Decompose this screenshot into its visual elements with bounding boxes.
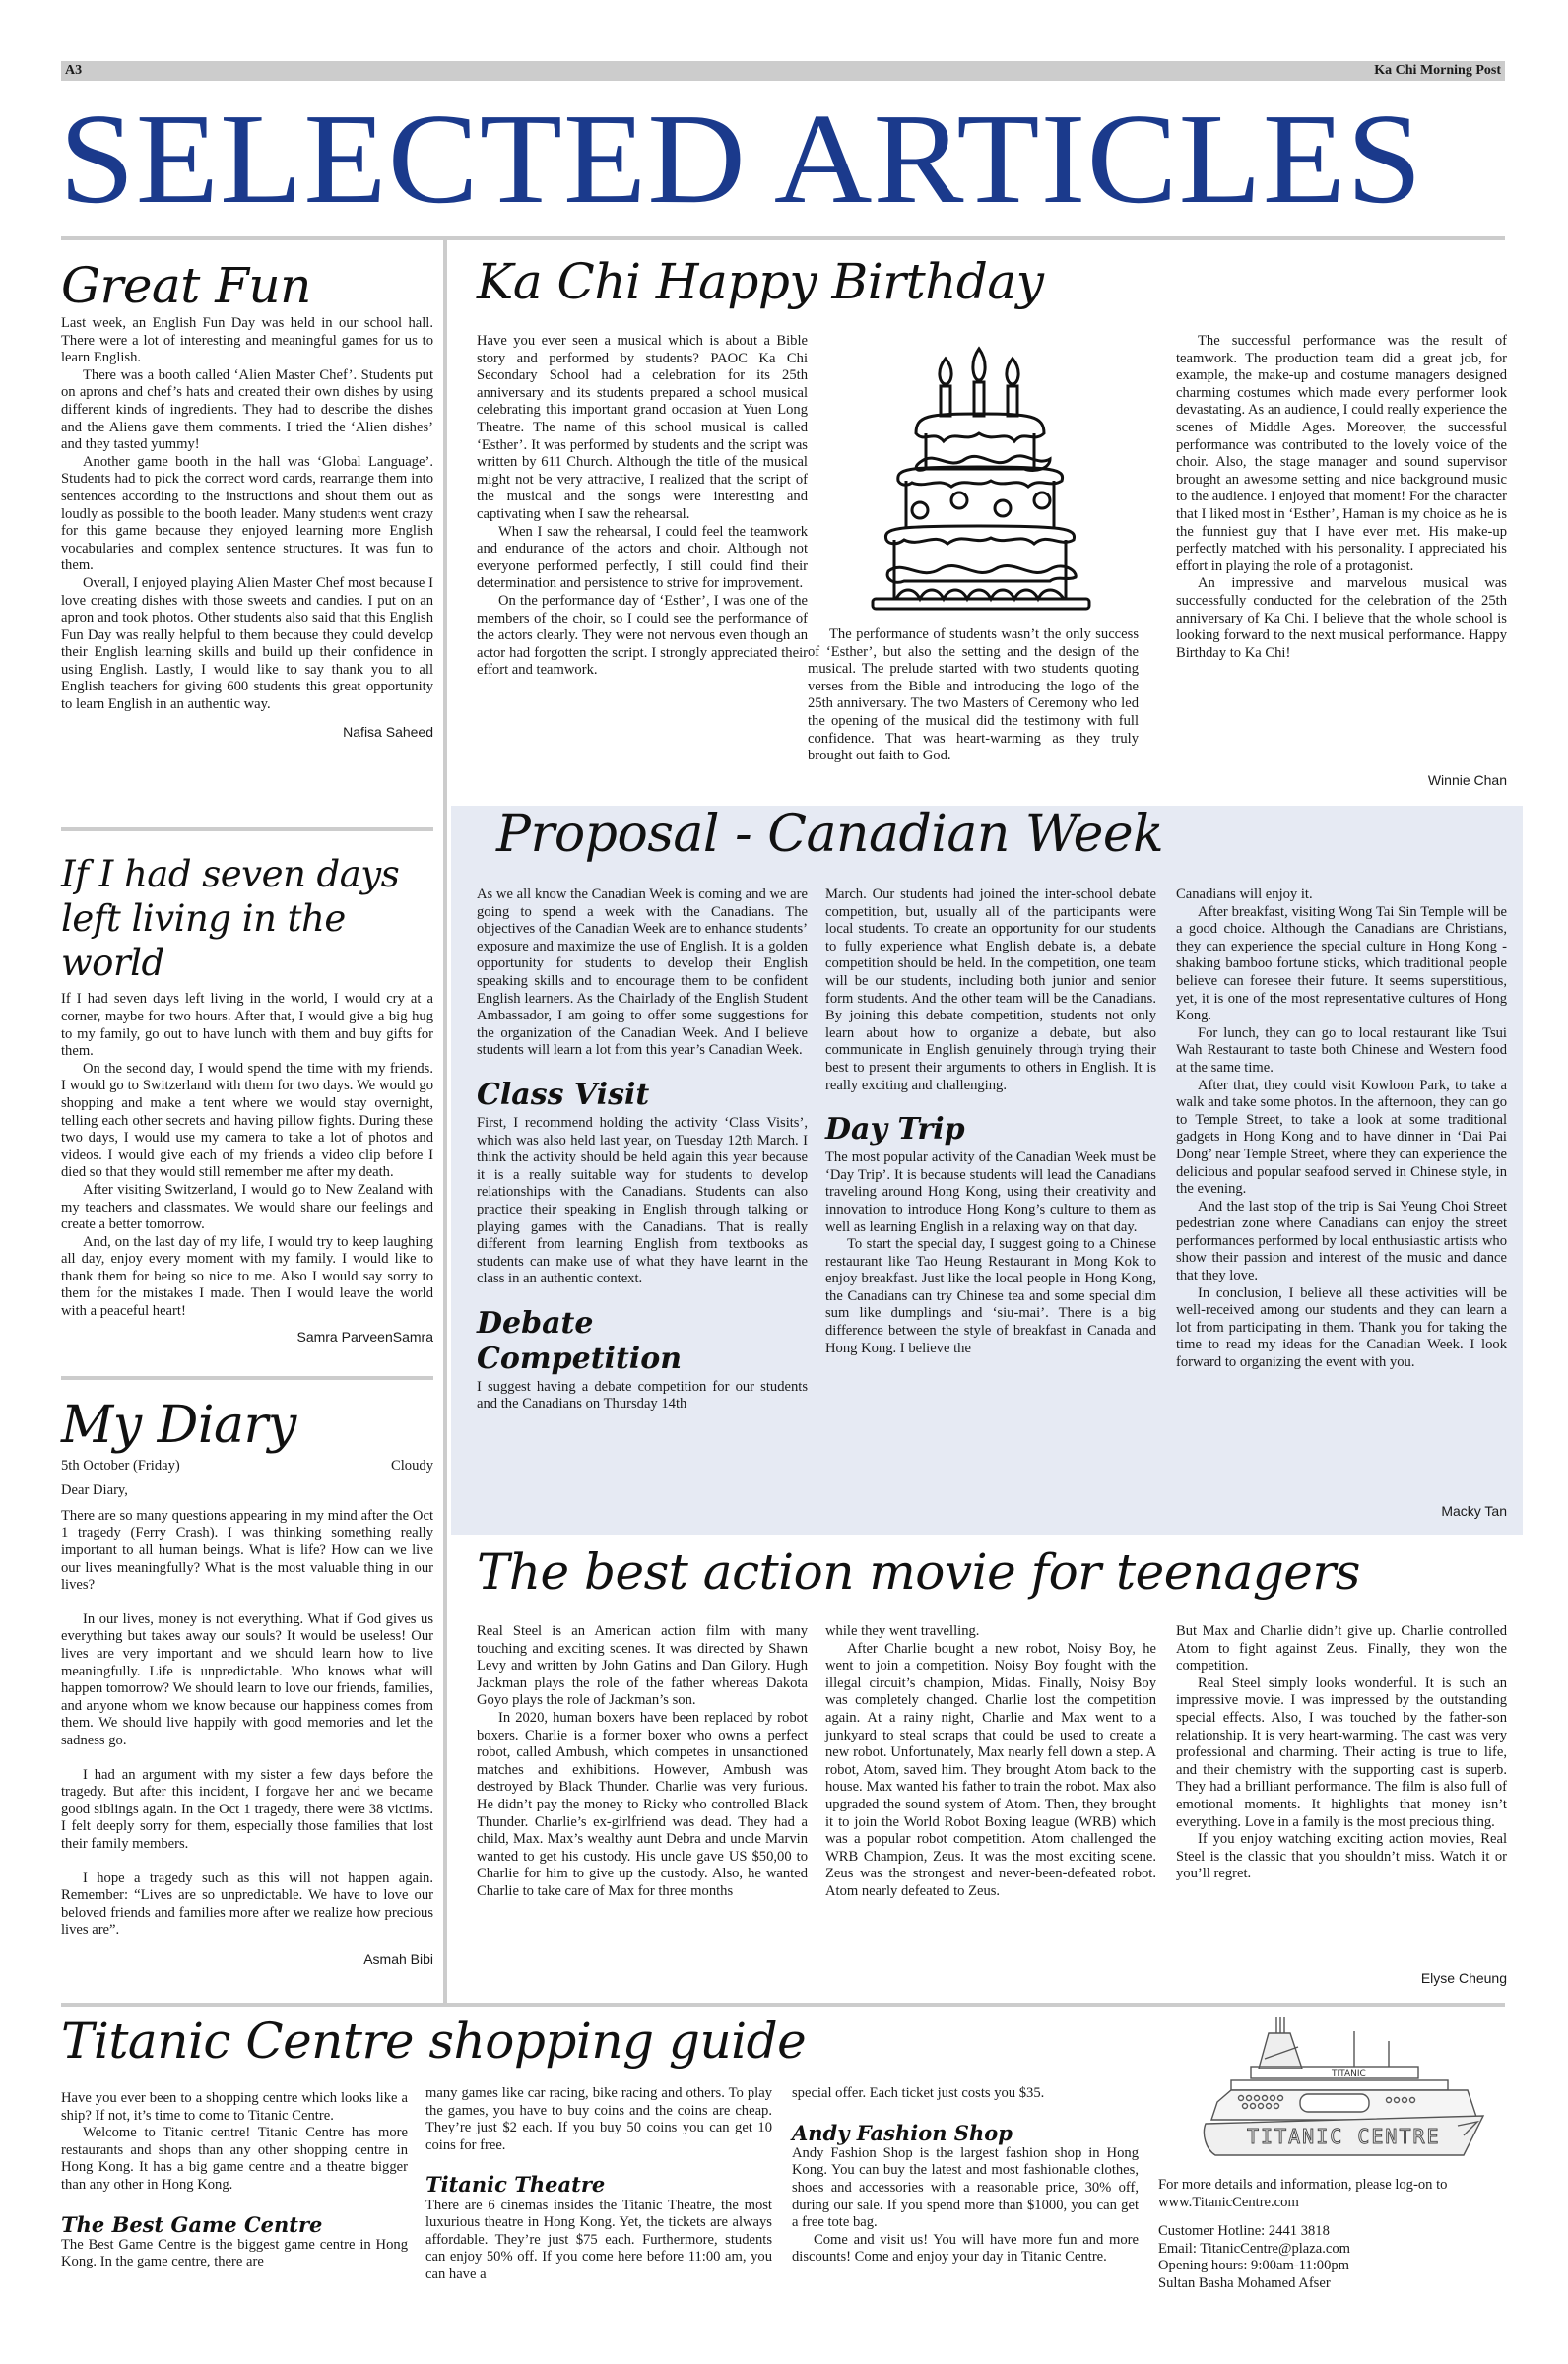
diary-greeting: Dear Diary, xyxy=(61,1482,128,1499)
divider xyxy=(451,2003,1505,2006)
paragraph: while they went travelling. xyxy=(825,1623,980,1639)
article-title: If I had seven days left living in the world xyxy=(61,853,400,985)
article-my-diary xyxy=(61,1397,433,1967)
titanic-ship-illustration xyxy=(1192,2011,1487,2159)
paragraph: I had an argument with my sister a few days before the tragedy. But after this incident, I forgave her and we became good siblings again. In the Oct 1 tragedy, there were 38 victims. I felt deeply sorry for them, especially those families that lost their family members. xyxy=(61,1766,433,1852)
diary-weather: Cloudy xyxy=(391,1458,433,1475)
paragraph: Another game booth in the hall was ‘Global Language’. Students had to pick the correct word cards, rearrange them into sentences according to the instructions and shout them out as loudly as possible to the booth leader. Many students went crazy for this game because they enjoyed learning more English vocabularies and complex sentence structures. It was fun to them. xyxy=(61,453,433,574)
author-byline: Samra ParveenSamra xyxy=(296,1328,433,1345)
movie-column-2 xyxy=(825,1623,1156,1901)
paragraph: In our lives, money is not everything. What if God gives us everything but takes away our souls? It would be useless! Our lives are very important and we should learn how to live meaningfully. Life is unpredictable. Who knows what will happen tomorrow? We should learn to love our friends, families, and anyone whom we know because our happiness comes from them. We should live happily with good memories and let the sadness go. xyxy=(61,1610,433,1748)
author-byline: Asmah Bibi xyxy=(363,1950,433,1967)
paragraph: Welcome to Titanic centre! Titanic Centre has more restaurants and shops than any other shopping centre in Hong Kong. It has a big game centre and a theatre bigger than any other in Hong Kong. xyxy=(61,2125,408,2193)
game-centre-text-part-2: many games like car racing, bike racing and others. To play the games, you have to buy coins and the coins are cheap. They’re just $2 each. If you buy 50 coins you can get 10 coins for free. xyxy=(425,2085,772,2153)
cake-icon xyxy=(857,335,1113,621)
birthday-column-2 xyxy=(808,626,1139,765)
day-trip-text xyxy=(825,1149,1156,1357)
paragraph: After visiting Switzerland, I would go to New Zealand with my teachers and classmates. We would share our feelings and create a better tomorrow. xyxy=(61,1181,433,1233)
author-byline: Elyse Cheung xyxy=(1420,1970,1507,1986)
paragraph: Real Steel is an American action film with many touching and exciting scenes. It was directed by Shawn Levy and written by John Gatins and Dan Gilory. Hugh Jackman plays the role of the father whereas Dakota Goyo plays the role of Jackman’s son. xyxy=(477,1623,808,1709)
paragraph: Overall, I enjoyed playing Alien Master Chef most because I love creating dishes with those sweets and candies. I put on an apron and took photos. Other students also said that this English Fun Day was really helpful to them because they could develop their English learning skills and build up their confidence in using English. Lastly, I would like to say thank you to all English teachers for giving 600 students this great opportunity to learn English in an authentic way. xyxy=(61,574,433,713)
newspaper-name: Ka Chi Morning Post xyxy=(1374,63,1501,78)
author-byline: Winnie Chan xyxy=(1427,772,1507,788)
more-info-text: For more details and information, please log-on to www.TitanicCentre.com xyxy=(1158,2177,1448,2210)
paragraph: The successful performance was the result of teamwork. The production team did a great job, for example, the make-up and costume managers designed charming costumes which made every performer look devastating. As an audience, I could really experience the scenes of Middle Ages. Moreover, the successful performance was contributed to the lovely voice of the choir. Also, the stage manager and sound supervisor brought an awesome setting and nice background music to the audience. I enjoyed that moment! For the character that I liked most in ‘Esther’, Haman is my choice as he is the funniest guy that I have ever met. His make-up perfectly matched with his personality. I appreciated his effort in playing the role of a protagonist. xyxy=(1176,333,1507,574)
titanic-column-2 xyxy=(425,2085,772,2284)
ship-icon xyxy=(1192,2011,1487,2159)
paragraph: For lunch, they can go to local restaurant like Tsui Wah Restaurant to taste both Chinese and Western food at the same time. xyxy=(1176,1024,1507,1076)
article-body xyxy=(61,315,433,714)
ship-label-text: TITANIC CENTRE xyxy=(1247,2125,1441,2148)
paragraph: And the last stop of the trip is Sai Yeung Choi Street pedestrian zone where Canadians can enjoy the street performances performed by local enthusiastic artists who show their passion and interest of the music and dance that they love. xyxy=(1176,1198,1507,1284)
proposal-column-1 xyxy=(477,886,808,1413)
article-body xyxy=(61,991,433,1320)
section-masthead: SELECTED ARTICLES xyxy=(59,87,1423,230)
paragraph: After breakfast, visiting Wong Tai Sin Temple will be a good choice. Although the Canadians are Christians, they can experience the special culture in Hong Kong - shaking bamboo fortune sticks, which traditional people believe can foresee their future. It seems superstitious, yet, it is one of the most representative cultures of Hong Kong. xyxy=(1176,903,1507,1024)
birthday-column-3 xyxy=(1176,333,1507,662)
page-number: A3 xyxy=(65,63,83,78)
author-byline: Sultan Basha Mohamed Afser xyxy=(1158,2274,1331,2291)
author-byline: Macky Tan xyxy=(1441,1503,1507,1519)
email-text: Email: TitanicCentre@plaza.com xyxy=(1158,2240,1351,2257)
paragraph: But Max and Charlie didn’t give up. Charlie controlled Atom to fight against Zeus. Finally, they won the competition. xyxy=(1176,1623,1507,1674)
paragraph: On the second day, I would spend the time with my friends. I would go to Switzerland with them for two days. We would go shopping and make a tent where we would stay overnight, telling each other secrets and having pillow fights. During these two days, I would use my camera to take a lot of photos and videos. I would give each of my friends a video clip before I died so that they would still remember me after my death. xyxy=(61,1060,433,1181)
proposal-column-2 xyxy=(825,886,1156,1357)
titanic-contact-info xyxy=(1158,2177,1505,2293)
page-header-bar xyxy=(61,61,1505,81)
paragraph: If you enjoy watching exciting action movies, Real Steel is the classic that you shouldn’t miss. Watch it or you’ll regret. xyxy=(1176,1831,1507,1882)
hotline-text: Customer Hotline: 2441 3818 xyxy=(1158,2223,1330,2240)
ship-name-text: TITANIC xyxy=(1332,2069,1366,2079)
article-title: Proposal - Canadian Week xyxy=(496,805,1164,864)
paragraph: Have you ever seen a musical which is about a Bible story and performed by students? PAOC Ka Chi Secondary School had a celebration for its 25th anniversary and its students prepared a school musical celebrating this important grand occasion at Yuen Long Theatre. The name of this school musical is called ‘Esther’. It was performed by students and the script was written by 611 Church. Although the title of the musical might not be very attractive, I realized that the script of the musical and the songs were interesting and captivating when I saw the rehearsal. xyxy=(477,333,808,522)
titanic-column-1 xyxy=(61,2090,408,2271)
paragraph: An impressive and marvelous musical was successfully conducted for the celebration of the 25th anniversary of Ka Chi. I believe that the whole school is looking forward to the next musical performance. Happy Birthday to Ka Chi! xyxy=(1176,575,1507,661)
author-byline: Nafisa Saheed xyxy=(343,723,433,740)
subheading-andy-fashion-shop: Andy Fashion Shop xyxy=(792,2120,1013,2145)
paragraph: Have you ever been to a shopping centre which looks like a ship? If not, it’s time to come to Titanic Centre. xyxy=(61,2090,408,2124)
paragraph: The performance of students wasn’t the only success of ‘Esther’, but also the setting and the design of the musical. The prelude started with two students quoting verses from the Bible and introducing the logo of the 25th anniversary. The two Masters of Ceremony who led the opening of the musical did the testimony with full confidence. That was heart-warming as they truly brought out faith to God. xyxy=(808,626,1139,764)
proposal-intro: As we all know the Canadian Week is coming and we are going to spend a week with the Canadians. The objectives of the Canadian Week are to enhance students’ exposure and maximize the use of English. It is a golden opportunity for students to develop their English speaking skills and to encourage them to be confident English learners. As the Chairlady of the English Student Ambassador, I am going to offer some suggestions for the organization of the Canadian Week. And I believe students will learn a lot from this year’s Canadian Week. xyxy=(477,886,808,1059)
paragraph: After that, they could visit Kowloon Park, to take a walk and take some photos. In the afternoon, they can go to Temple Street, to take a look at some traditional gadgets in Hong Kong and to have dinner in ‘Dai Pai Dong’ near Temple Street, where they can experience the delicious and popular seafood served in Chinese style, in the evening. xyxy=(1176,1077,1507,1198)
theatre-text-part-2: special offer. Each ticket just costs you $35. xyxy=(792,2085,1045,2101)
column-divider xyxy=(443,236,447,2007)
paragraph: The most popular activity of the Canadian Week must be ‘Day Trip’. It is because students will lead the Canadians traveling around Hong Kong, using their creativity and innovation to introduce Hong Kong’s culture to them as well as learning English in a relaxing way on that day. xyxy=(825,1149,1156,1235)
subheading-class-visit: Class Visit xyxy=(477,1077,650,1112)
paragraph: Come and visit us! You will have more fun and more discounts! Come and enjoy your day in Titanic Centre. xyxy=(792,2231,1139,2266)
paragraph: Andy Fashion Shop is the largest fashion shop in Hong Kong. You can buy the latest and most fashionable clothes, shoes and accessories with a reasonable price, 30% off, during our sale. If you spend more than $1000, you can get a free tote bag. xyxy=(792,2144,1139,2231)
diary-meta xyxy=(61,1458,433,1475)
article-title: My Diary xyxy=(61,1396,296,1455)
movie-column-3 xyxy=(1176,1623,1507,1883)
paragraph: To start the special day, I suggest going to a Chinese restaurant like Tao Heung Restaurant in Mong Kok to enjoy breakfast. Just like the local people in Hong Kong, the Canadians can try Chinese tea and some special dim sum like dumplings and ‘siu-mai’. There is a big difference between the style of breakfast in Canada and Hong Kong. I believe the xyxy=(825,1236,1156,1356)
article-great-fun xyxy=(61,258,433,740)
article-title: Titanic Centre shopping guide xyxy=(61,2012,807,2069)
movie-column-1 xyxy=(477,1623,808,1901)
paragraph: In conclusion, I believe all these activities will be well-received among our students and they can learn a lot from participating in them. Thank you for taking the time to read my ideas for the Canadian Week. I look forward to organizing the event with you. xyxy=(1176,1284,1507,1371)
class-visit-text: First, I recommend holding the activity ‘Class Visits’, which was also held last year, on Tuesday 12th March. I think the activity should be held again this year because it is a really suitable way for students to develop relationships with the Canadians. Students can also practice their speaking in English through talking or playing games with the Canadians. That is really different from learning English from textbooks as students can make use of what they have learnt in the class in an authentic context. xyxy=(477,1114,808,1287)
paragraph: There are so many questions appearing in my mind after the Oct 1 tragedy (Ferry Crash). I was thinking something really important to all human beings. What is life? How can we live our lives meaningfully? What is the most valuable thing in our lives? xyxy=(61,1507,433,1594)
divider xyxy=(61,236,1505,240)
birthday-column-1 xyxy=(477,333,808,680)
paragraph: On the performance day of ‘Esther’, I was one of the members of the choir, so I could see the performance of the actors clearly. They were not nervous even though an actor had forgotten the script. I strongly appreciated their effort and teamwork. xyxy=(477,592,808,679)
paragraph: Canadians will enjoy it. xyxy=(1176,886,1313,902)
subheading-debate-competition: Debate Competition xyxy=(477,1305,683,1376)
paragraph: Last week, an English Fun Day was held in our school hall. There were a lot of interesting and meaningful games for us to learn English. xyxy=(61,315,433,366)
paragraph: If I had seven days left living in the world, I would cry at a corner, maybe for two hours. After that, I would give a big hug to my family, go out to have lunch with them and buy gifts for them. xyxy=(61,991,433,1060)
debate-text-part-1: I suggest having a debate competition for our students and the Canadians on Thursday 14th xyxy=(477,1378,808,1412)
titanic-intro xyxy=(61,2090,408,2195)
paragraph: When I saw the rehearsal, I could feel the teamwork and endurance of the actors and choir. Although not everyone performed perfectly, I still could find their determination and persistence to strive for improvement. xyxy=(477,523,808,592)
divider xyxy=(61,1376,433,1380)
paragraph: I hope a tragedy such as this will not happen again. Remember: “Lives are so unpredictable. We have to love our beloved friends and families more after we realize how precious lives are”. xyxy=(61,1870,433,1938)
subheading-day-trip: Day Trip xyxy=(825,1112,965,1148)
paragraph: After Charlie bought a new robot, Noisy Boy, he went to join a competition. Noisy Boy fought with the illegal circuit’s champion, Midas. Finally, Noisy Boy was completely changed. Charlie lost the competition again. At a rainy night, Charlie and Max went to a junkyard to steal scraps that could be used to create a new robot. Unfortunately, Max nearly fell down a step. A robot, Atom, saved him. They brought Atom back to the house. Max wanted his father to train the robot. Max also upgraded the sound system of Atom. Then, they brought it to join the World Robot Boxing league (WRB) which was a popular robot competition. Atom challenged the WRB Champion, Zeus. It was the most exciting scene. Zeus was the strongest and never-been-defeated robot. Atom nearly defeated to Zeus. xyxy=(825,1640,1156,1899)
theatre-text-part-1: There are 6 cinemas insides the Titanic Theatre, the most luxurious theatre in Hong Kong. Yet, the tickets are always affordable. They’re just $75 each. Furthermore, students can enjoy 50% off. If you come here before 11:00 am, you can have a xyxy=(425,2197,772,2282)
titanic-column-3 xyxy=(792,2085,1139,2266)
proposal-column-3 xyxy=(1176,886,1507,1372)
debate-text-part-2: March. Our students had joined the inter-school debate competition, but, usually all of the participants were local students. To create an opportunity for our students to fully experience what English debate is, a debate competition should be held. In the competition, one team will be our students, including both junior and senior form students. And the other team will be the Canadians. By joining this debate competition, students not only learn about how to organize a debate, but also communicate in English genuinely through trying their best to present their arguments to others in English. It is really exciting and challenging. xyxy=(825,886,1156,1093)
subheading-titanic-theatre: Titanic Theatre xyxy=(425,2172,606,2198)
paragraph: There was a booth called ‘Alien Master Chef’. Students put on aprons and chef’s hats and created their own dishes by using different kinds of ingredients. They had to describe the dishes and the Aliens gave them comments. I tried the ‘Alien dishes’ and they tasted yummy! xyxy=(61,366,433,453)
diary-date: 5th October (Friday) xyxy=(61,1458,180,1475)
birthday-cake-illustration xyxy=(857,335,1113,621)
paragraph: Real Steel simply looks wonderful. It is such an impressive movie. I was impressed by the outstanding special effects. Also, I was touched by the father-son relationship. It is very heart-warming. The cast was very professional and charming. Their acting is true to life, and their chemistry with the supporting cast is superb. They had a brilliant performance. The film is also full of emotional moments. It highlights that money isn’t everything. Love in a family is the most precious thing. xyxy=(1176,1674,1507,1830)
article-title: The best action movie for teenagers xyxy=(477,1543,1360,1601)
paragraph: And, on the last day of my life, I would try to keep laughing all day, enjoy every moment with my family. I would like to thank them for being so nice to me. Also I would say sorry to them for the mistakes I made. Then I would leave the world with a peaceful heart! xyxy=(61,1233,433,1320)
article-title: Great Fun xyxy=(61,257,311,314)
article-seven-days xyxy=(61,852,433,1345)
paragraph: In 2020, human boxers have been replaced by robot boxers. Charlie is a former boxer who owns a perfect robot, called Ambush, which competes in unsanctioned matches and exhibitions. However, Ambush was destroyed by Black Thunder. Charlie was very furious. He didn’t pay the money to Ricky who controlled Black Thunder. Charlie’s ex-girlfriend was dead. They had a child, Max. Max’s wealthy aunt Debra and uncle Marvin wanted to get his custody. His uncle gave US $50,00 to Charlie for him to give up the custody. Also, he wanted Charlie to take care of Max for three months xyxy=(477,1709,808,1899)
article-title: Ka Chi Happy Birthday xyxy=(477,253,1044,310)
game-centre-text-part-1: The Best Game Centre is the biggest game centre in Hong Kong. In the game centre, there are xyxy=(61,2236,408,2270)
article-body xyxy=(61,1508,433,1939)
opening-hours-text: Opening hours: 9:00am-11:00pm xyxy=(1158,2258,1350,2274)
subheading-game-centre: The Best Game Centre xyxy=(61,2211,323,2237)
fashion-shop-text xyxy=(792,2145,1139,2266)
divider xyxy=(61,827,433,831)
